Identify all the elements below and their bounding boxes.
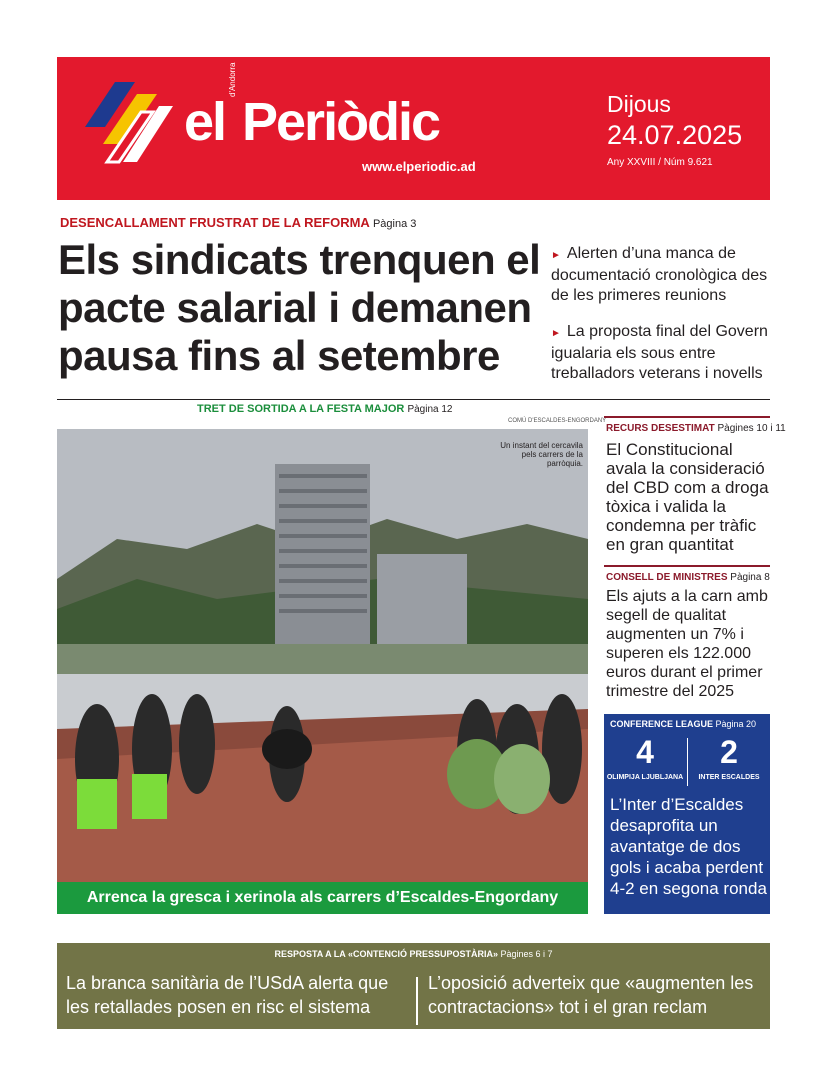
bottom-kicker	[57, 949, 770, 959]
photo-credit: COMÚ D'ESCALDES-ENGORDANY	[508, 418, 607, 424]
sports-box[interactable]	[604, 714, 770, 914]
bottom-band	[57, 943, 770, 1029]
bottom-kicker-text: RESPOSTA A LA «CONTENCIÓ PRESSUPOSTÀRIA»	[274, 949, 498, 959]
side-story-kicker	[606, 572, 770, 583]
section-divider	[57, 399, 770, 400]
bottom-page: Pàgines 6 i 7	[500, 949, 553, 959]
photo-story-kicker	[197, 403, 452, 415]
side-story-divider	[604, 565, 770, 567]
top-story-kicker	[60, 215, 416, 230]
festival-photo-image	[57, 429, 588, 882]
brand-andorra: d'Andorra	[228, 62, 237, 97]
logo-stripes-icon	[85, 82, 175, 167]
issue-day: Dijous	[607, 91, 671, 117]
sports-page: Pàgina 20	[715, 719, 757, 729]
sports-kicker-text: CONFERENCE LEAGUE	[610, 719, 714, 729]
brand-prefix: el	[184, 92, 226, 152]
bullet-arrow-icon: ►	[551, 328, 561, 339]
side-story-kicker-text: CONSELL DE MINISTRES	[606, 572, 728, 583]
photo-story-kicker-text: TRET DE SORTIDA A LA FESTA MAJOR	[197, 403, 405, 415]
home-score: 4	[636, 734, 654, 770]
bullet-arrow-icon: ►	[551, 250, 561, 261]
side-story-page: Pàgines 10 i 11	[717, 423, 786, 434]
masthead	[57, 57, 770, 200]
top-story-page: Pàgina 3	[372, 218, 417, 230]
side-story-kicker	[606, 423, 786, 434]
top-story-bullet	[551, 322, 769, 384]
photo-story-headline[interactable]: Arrenca la gresca i xerinola als carrers d’Escaldes-Engordany	[57, 882, 588, 914]
away-team: INTER ESCALDES	[698, 774, 760, 781]
side-story-kicker-text: RECURS DESESTIMAT	[606, 423, 715, 434]
photo-story-page: Pàgina 12	[407, 404, 453, 415]
sports-headline: L’Inter d’Escaldes desaprofita un avantatge de dos gols i acaba perdent 4-2 en segona ronda	[610, 795, 767, 898]
festival-photo[interactable]	[57, 429, 588, 882]
brand-name: Periòdic	[242, 92, 440, 152]
side-story-headline[interactable]: Els ajuts a la carn amb segell de qualitat augmenten un 7% i superen els 122.000 euros durant el primer trimestre del 2025	[606, 588, 768, 700]
issue-date: 24.07.2025	[607, 120, 743, 150]
home-team: OLIMPIJA LJUBLJANA	[606, 774, 684, 781]
bottom-right-headline[interactable]: L’oposició adverteix que «augmenten les contractacions» tot i el gran reclam	[428, 973, 754, 1017]
side-story-divider	[604, 416, 770, 418]
website-link[interactable]: www.elperiodic.ad	[362, 159, 476, 174]
top-story-bullet-text: Alerten d’una manca de documentació cronològica des de les primeres reunions	[551, 245, 768, 304]
photo-caption: Un instant del cercavila pels carrers de la parròquia.	[500, 441, 583, 468]
side-story-page: Pàgina 8	[730, 572, 770, 583]
top-story-kicker-text: DESENCALLAMENT FRUSTRAT DE LA REFORMA	[60, 215, 370, 230]
bottom-left-headline[interactable]: La branca sanitària de l’USdA alerta que les retallades posen en risc el sistema	[66, 973, 389, 1017]
side-story-headline[interactable]: El Constitucional avala la consideració del CBD com a droga tòxica i valida la condemna per tràfic en gran quantitat	[606, 440, 769, 554]
top-story-bullet	[551, 244, 769, 306]
sports-kicker	[610, 719, 756, 729]
issue-number: Any XXVIII / Núm 9.621	[607, 157, 713, 168]
away-score: 2	[720, 734, 738, 770]
bottom-divider	[416, 977, 418, 1025]
top-story-bullet-text: La proposta final del Govern igualaria els sous entre treballadors veterans i novells	[551, 323, 768, 382]
top-story-headline[interactable]: Els sindicats trenquen el pacte salarial i demanen pausa fins al setembre	[58, 236, 541, 379]
